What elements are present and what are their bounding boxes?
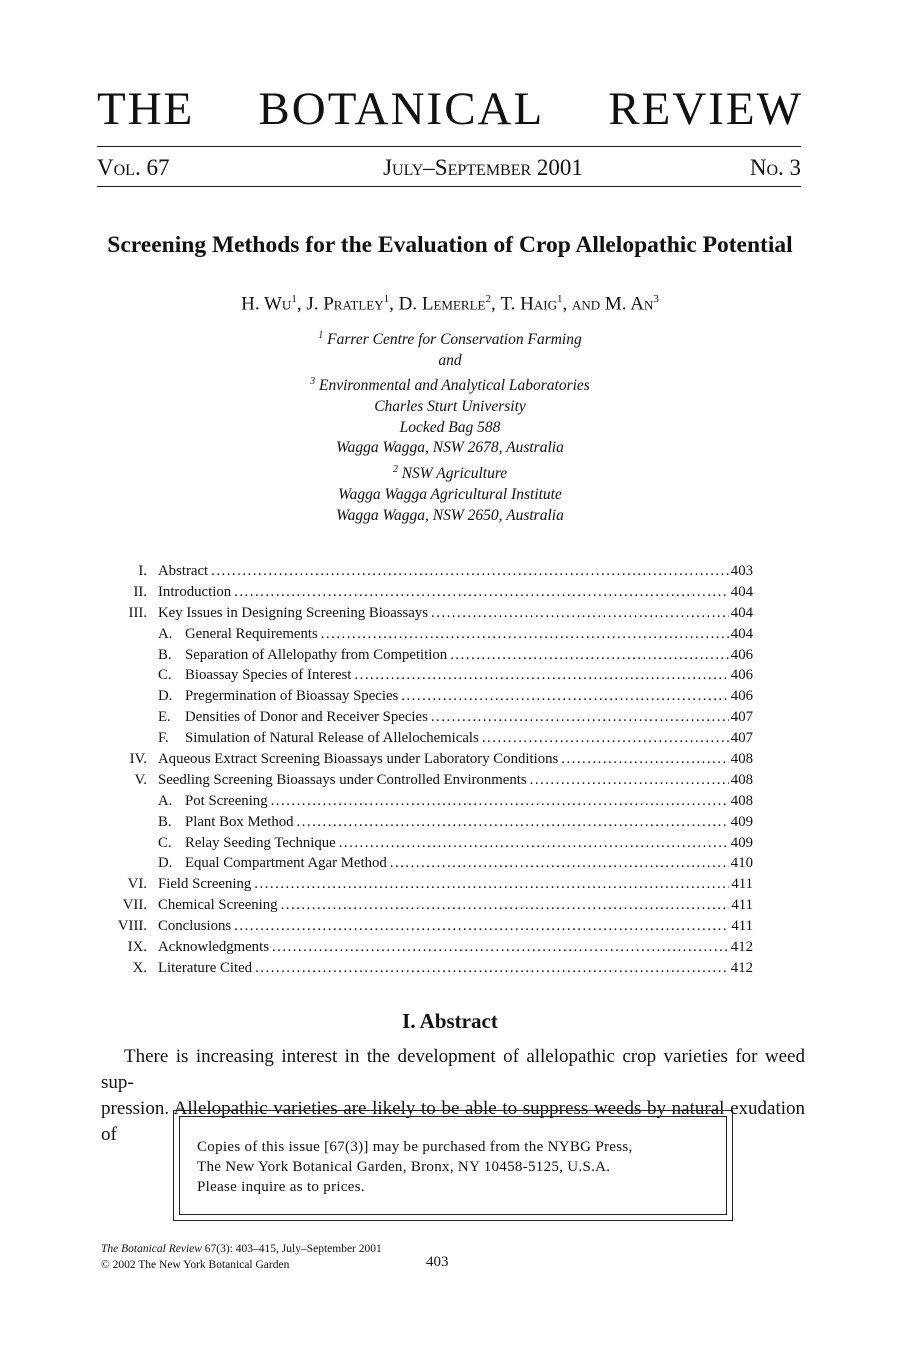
issue-number: No. 3: [749, 155, 801, 180]
author-name: J. Pratley: [306, 293, 384, 315]
abstract-line: pression. Allelopathic varieties are likely to be able to suppress weeds by natural exudation of: [101, 1098, 805, 1145]
toc-entry-body: [158, 853, 753, 874]
affiliation-line: [200, 372, 700, 397]
toc-subsection-letter: D.: [158, 688, 173, 705]
page-number: 403: [426, 1254, 449, 1270]
toc-subsection-letter: C.: [158, 834, 172, 851]
toc-entry-label: Field Screening: [158, 876, 252, 893]
notice-line: Please inquire as to prices.: [197, 1179, 365, 1195]
toc-subsection-letter: C.: [158, 667, 172, 684]
toc-dot-leader: [271, 791, 729, 812]
toc-subsection-letter: D.: [158, 855, 173, 872]
toc-section-number: IV.: [129, 751, 147, 768]
affil-mark: 3: [310, 375, 316, 387]
toc-entry: [100, 707, 760, 728]
toc-entry-body: [158, 561, 753, 582]
toc-entry-label: Key Issues in Designing Screening Bioassays: [158, 604, 429, 621]
toc-section-number: III.: [128, 604, 147, 621]
toc-entry: [100, 665, 760, 686]
toc-entry-body: [158, 707, 753, 728]
toc-dot-leader: [431, 707, 729, 728]
toc-page-number: 411: [731, 897, 753, 914]
toc-entry-label: Aqueous Extract Screening Bioassays under Laboratory Conditions: [158, 751, 559, 768]
toc-subsection-letter: E.: [158, 709, 171, 726]
volume-label: Vol. 67: [97, 155, 170, 180]
toc-section-number: V.: [134, 771, 147, 788]
masthead-word-2: BOTANICAL: [258, 83, 545, 135]
toc-dot-leader: [254, 874, 729, 895]
toc-entry-label: Pregermination of Bioassay Species: [185, 688, 399, 705]
toc-dot-leader: [234, 916, 729, 937]
toc-entry-label: Acknowledgments: [158, 939, 269, 956]
toc-entry-label: Relay Seeding Technique: [185, 834, 336, 851]
toc-entry-label: Abstract: [158, 563, 209, 579]
toc-entry-body: [158, 582, 753, 603]
toc-entry-label: Densities of Donor and Receiver Species: [185, 709, 428, 726]
toc-entry: [100, 833, 760, 854]
toc-dot-leader: [354, 665, 728, 686]
toc-section-number: II.: [133, 583, 147, 600]
toc-entry-label: Equal Compartment Agar Method: [185, 855, 387, 872]
toc-dot-leader: [339, 833, 729, 854]
copyright-line: © 2002 The New York Botanical Garden: [101, 1259, 290, 1271]
toc-page-number: 404: [730, 583, 753, 600]
issue-date: July–September 2001: [383, 155, 583, 180]
toc-entry-label: Pot Screening: [185, 792, 268, 809]
affiliation-text: Farrer Centre for Conservation Farming: [323, 331, 582, 349]
toc-section-number: VII.: [122, 897, 147, 914]
toc-entry-body: [158, 686, 753, 707]
toc-page-number: 409: [730, 834, 753, 851]
purchase-notice-text: [197, 1137, 717, 1197]
author-separator: ,: [296, 293, 307, 315]
toc-subsection-letter: B.: [158, 646, 172, 663]
author-separator: ,: [389, 293, 399, 315]
toc-entry-label: Bioassay Species of Interest: [185, 667, 352, 684]
toc-dot-leader: [390, 853, 729, 874]
author-name: H. Wu: [241, 293, 292, 315]
toc-dot-leader: [281, 895, 730, 916]
toc-entry-body: [158, 791, 753, 812]
masthead-rule-bottom: [97, 186, 801, 187]
toc-dot-leader: [482, 728, 729, 749]
toc-dot-leader: [272, 937, 729, 958]
toc-entry-label: Introduction: [158, 583, 232, 600]
toc-dot-leader: [321, 624, 729, 645]
toc-entry-body: [158, 895, 753, 916]
toc-section-number: IX.: [127, 939, 147, 956]
toc-entry-body: [158, 937, 753, 958]
toc-page-number: 408: [730, 792, 753, 809]
toc-subsection-letter: A.: [158, 625, 173, 642]
toc-entry-label: Separation of Allelopathy from Competition: [185, 646, 448, 663]
affiliation-line: Charles Sturt University: [374, 397, 526, 415]
toc-page-number: 411: [731, 918, 753, 935]
affiliation-line: [200, 460, 700, 485]
purchase-notice-box: [173, 1110, 733, 1221]
toc-dot-leader: [234, 582, 729, 603]
toc-dot-leader: [211, 561, 729, 582]
toc-entry: [100, 686, 760, 707]
toc-entry: [100, 561, 760, 582]
toc-entry: [100, 728, 760, 749]
toc-entry: [100, 770, 760, 791]
toc-page-number: 412: [730, 959, 753, 976]
toc-entry: [100, 916, 760, 937]
toc-page-number: 406: [730, 688, 753, 705]
toc-section-number: I.: [138, 563, 147, 579]
toc-page-number: 408: [730, 751, 753, 768]
toc-entry: [100, 937, 760, 958]
toc-entry: [100, 812, 760, 833]
author-name: T. Haig: [500, 293, 557, 315]
toc-entry-label: Plant Box Method: [185, 813, 294, 830]
toc-page-number: 407: [730, 730, 753, 747]
notice-line: Copies of this issue [67(3)] may be purchased from the NYBG Press,: [197, 1139, 633, 1155]
toc-entry-body: [158, 665, 753, 686]
toc-entry-label: General Requirements: [185, 625, 318, 642]
toc-section-number: VI.: [127, 876, 147, 893]
toc-page-number: 404: [730, 604, 753, 621]
affiliation-and: and: [438, 351, 462, 369]
toc-page-number: 406: [730, 667, 753, 684]
masthead-word-3: REVIEW: [608, 83, 803, 135]
footer-citation: 67(3): 403–415, July–September 2001: [201, 1243, 382, 1255]
masthead-word-1: THE: [97, 83, 195, 135]
affiliation-block-1: [200, 326, 700, 459]
toc-section-number: VIII.: [117, 918, 147, 935]
toc-dot-leader: [450, 645, 729, 666]
toc-entry-body: [158, 770, 753, 791]
toc-section-number: X.: [132, 959, 147, 976]
toc-entry-body: [158, 812, 753, 833]
toc-entry-body: [158, 603, 753, 624]
author-separator: ,: [490, 293, 501, 315]
affiliation-text: Environmental and Analytical Laboratories: [315, 376, 590, 394]
toc-page-number: 406: [730, 646, 753, 663]
table-of-contents: [100, 561, 760, 979]
toc-entry-label: Seedling Screening Bioassays under Controlled Environments: [158, 771, 527, 788]
affiliation-line: [200, 326, 700, 351]
footer-journal-name: The Botanical Review: [101, 1243, 202, 1255]
toc-entry-label: Chemical Screening: [158, 897, 278, 914]
toc-entry: [100, 895, 760, 916]
affiliation-line: Wagga Wagga, NSW 2678, Australia: [336, 439, 564, 457]
toc-page-number: 409: [730, 813, 753, 830]
toc-entry: [100, 749, 760, 770]
affiliation-text: NSW Agriculture: [397, 465, 508, 483]
toc-dot-leader: [530, 770, 729, 791]
toc-entry-body: [158, 874, 753, 895]
toc-entry-body: [158, 916, 753, 937]
author-list: [90, 284, 810, 319]
toc-entry-label: Simulation of Natural Release of Allelochemicals: [185, 730, 479, 747]
notice-line: The New York Botanical Garden, Bronx, NY 10458-5125, U.S.A.: [197, 1159, 611, 1175]
toc-subsection-letter: F.: [158, 730, 169, 747]
author-affil-mark: 2: [485, 293, 491, 305]
toc-page-number: 404: [730, 625, 753, 642]
toc-entry-body: [158, 645, 753, 666]
toc-dot-leader: [255, 958, 729, 979]
author-affil-mark: 1: [291, 293, 297, 305]
toc-entry-body: [158, 749, 753, 770]
toc-entry-body: [158, 833, 753, 854]
affil-mark: 1: [318, 330, 324, 341]
toc-entry-body: [158, 728, 753, 749]
toc-page-number: 411: [731, 876, 753, 893]
affiliation-block-2: [200, 460, 700, 527]
abstract-line: There is increasing interest in the development of allelopathic crop varieties for weed sup-: [101, 1046, 805, 1093]
toc-entry: [100, 603, 760, 624]
toc-entry: [100, 958, 760, 979]
toc-entry: [100, 624, 760, 645]
affiliation-line: Wagga Wagga Agricultural Institute: [338, 485, 562, 503]
toc-entry-label: Conclusions: [158, 918, 232, 935]
issue-line: [97, 150, 801, 186]
toc-entry: [100, 853, 760, 874]
toc-dot-leader: [401, 686, 729, 707]
toc-page-number: 408: [730, 771, 753, 788]
toc-subsection-letter: A.: [158, 792, 173, 809]
article-title: Screening Methods for the Evaluation of Crop Allelopathic Potential: [107, 232, 793, 258]
toc-page-number: 403: [730, 563, 753, 579]
journal-masthead: [97, 82, 803, 136]
citation-line: [101, 1241, 601, 1257]
toc-entry: [100, 874, 760, 895]
author-affil-mark: 1: [383, 293, 390, 305]
author-affil-mark: 1: [556, 293, 563, 305]
abstract-heading: I. Abstract: [402, 1009, 498, 1033]
toc-page-number: 410: [730, 855, 753, 872]
toc-entry-body: [158, 624, 753, 645]
page-footer: [101, 1241, 601, 1273]
toc-page-number: 407: [730, 709, 753, 726]
toc-dot-leader: [431, 603, 729, 624]
affil-mark: 2: [392, 464, 398, 475]
toc-entry-body: [158, 958, 753, 979]
toc-entry: [100, 791, 760, 812]
toc-subsection-letter: B.: [158, 813, 172, 830]
author-name: M. An: [604, 293, 654, 315]
toc-entry: [100, 645, 760, 666]
author-and: , and: [562, 293, 605, 315]
toc-entry-label: Literature Cited: [158, 959, 253, 976]
toc-dot-leader: [561, 749, 729, 770]
affiliation-line: Wagga Wagga, NSW 2650, Australia: [336, 506, 564, 524]
author-name: D. Lemerle: [398, 293, 486, 315]
toc-entry: [100, 582, 760, 603]
toc-page-number: 412: [730, 939, 753, 956]
toc-dot-leader: [297, 812, 729, 833]
author-affil-mark: 3: [653, 293, 659, 305]
masthead-rule-top: [97, 146, 801, 147]
affiliation-line: Locked Bag 588: [399, 418, 501, 436]
